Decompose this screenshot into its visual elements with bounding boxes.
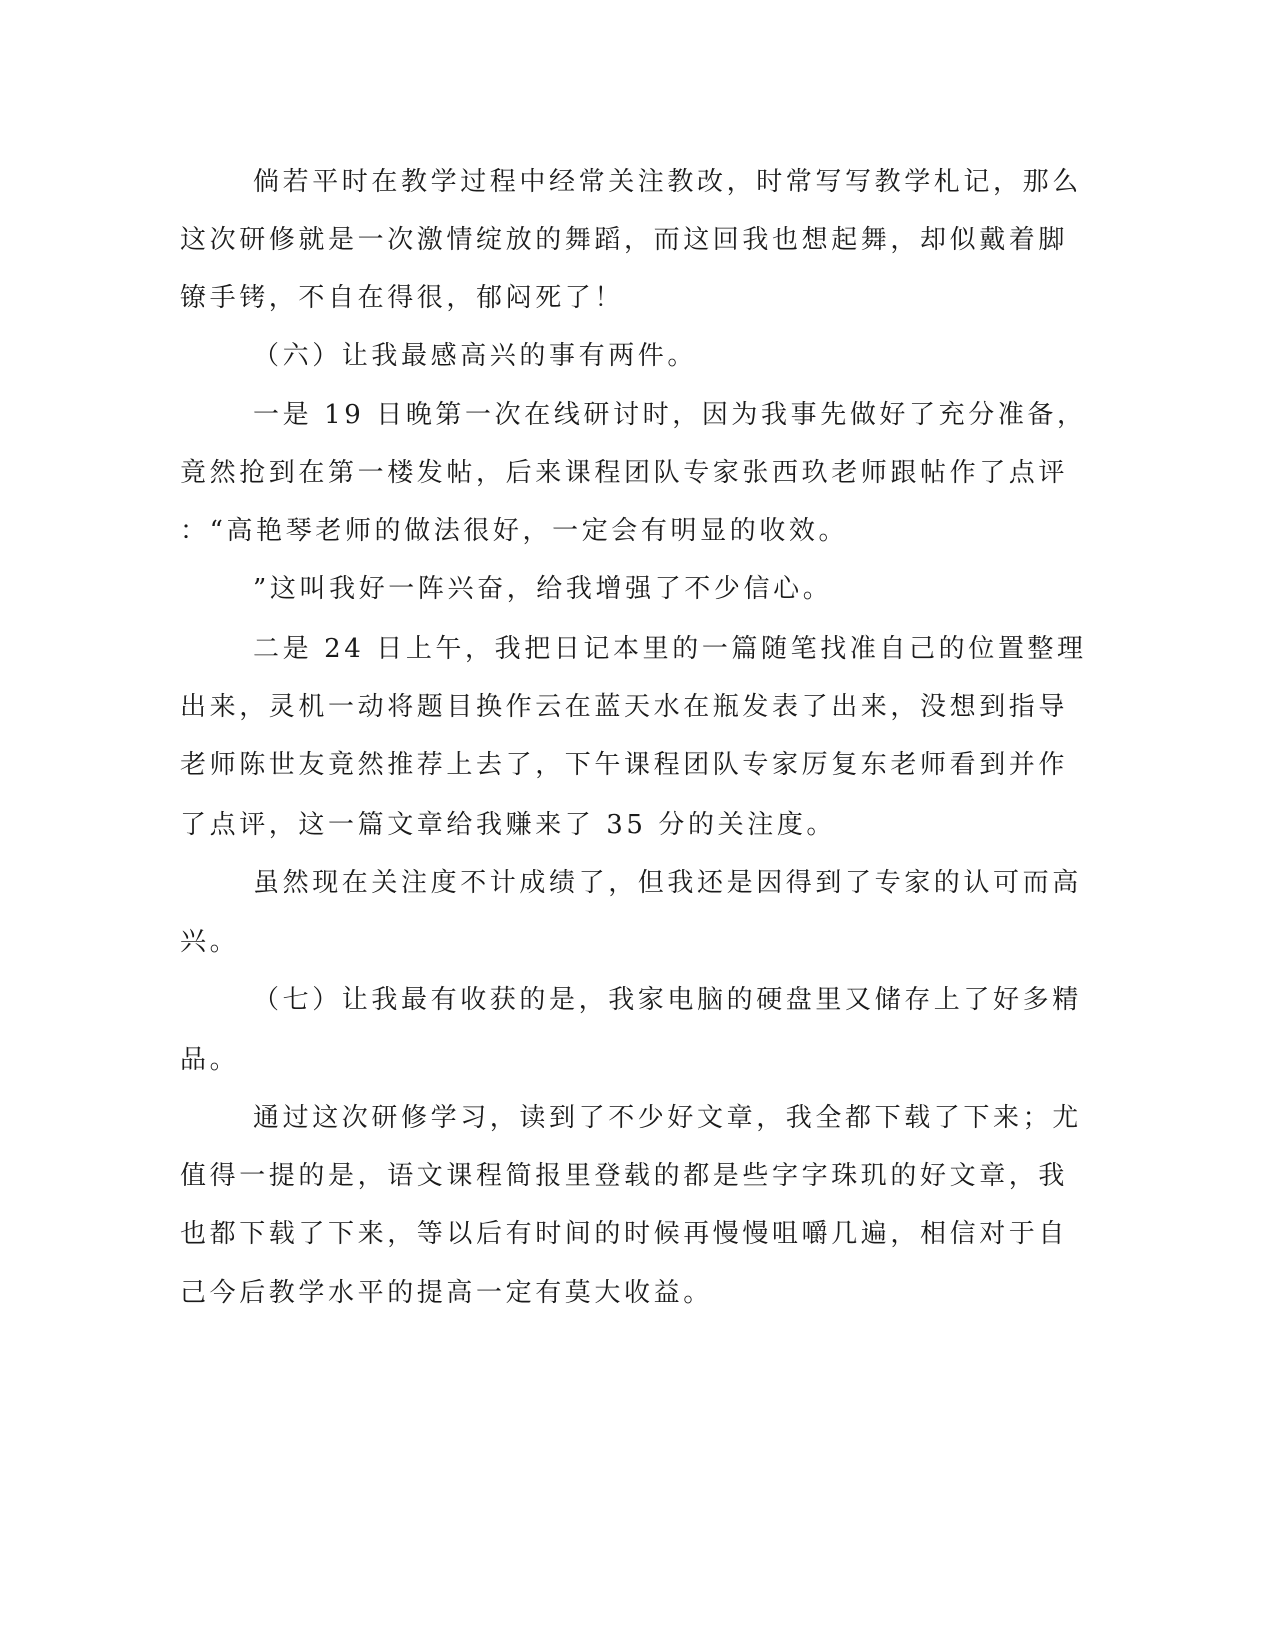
paragraph-line: 一是 19 日晚第一次在线研讨时，因为我事先做好了充分准备， [253,400,1087,430]
paragraph-line: 了点评，这一篇文章给我赚来了 35 分的关注度。 [180,810,837,840]
paragraph-line: ：“高艳琴老师的做法很好，一定会有明显的收效。 [180,516,849,546]
paragraph-line: 老师陈世友竟然推荐上去了，下午课程团队专家厉复东老师看到并作 [180,750,1069,780]
paragraph-line: 竟然抢到在第一楼发帖，后来课程团队专家张西玖老师跟帖作了点评 [180,458,1069,488]
paragraph-line: 倘若平时在教学过程中经常关注教改，时常写写教学札记，那么 [253,167,1082,197]
paragraph-line: 二是 24 日上午，我把日记本里的一篇随笔找准自己的位置整理 [253,634,1087,664]
paragraph-line: 通过这次研修学习，读到了不少好文章，我全都下载了下来；尤 [253,1103,1082,1133]
paragraph-line: 品。 [180,1045,240,1075]
paragraph-line: 这次研修就是一次激情绽放的舞蹈，而这回我也想起舞，却似戴着脚 [180,225,1069,255]
section-heading-7: （七）让我最有收获的是，我家电脑的硬盘里又储存上了好多精 [253,985,1082,1015]
paragraph-line: ”这叫我好一阵兴奋，给我增强了不少信心。 [253,574,833,604]
paragraph-line: 出来，灵机一动将题目换作云在蓝天水在瓶发表了出来，没想到指导 [180,692,1069,722]
paragraph-line: 镣手铐，不自在得很，郁闷死了！ [180,283,625,313]
paragraph-line: 兴。 [180,927,240,957]
paragraph-line: 值得一提的是，语文课程简报里登载的都是些字字珠玑的好文章，我 [180,1161,1069,1191]
paragraph-line: 己今后教学水平的提高一定有莫大收益。 [180,1278,713,1308]
paragraph-line: 虽然现在关注度不计成绩了，但我还是因得到了专家的认可而高 [253,868,1082,898]
paragraph-line: 也都下载了下来，等以后有时间的时候再慢慢咀嚼几遍，相信对于自 [180,1219,1069,1249]
section-heading-6: （六）让我最感高兴的事有两件。 [253,341,698,371]
